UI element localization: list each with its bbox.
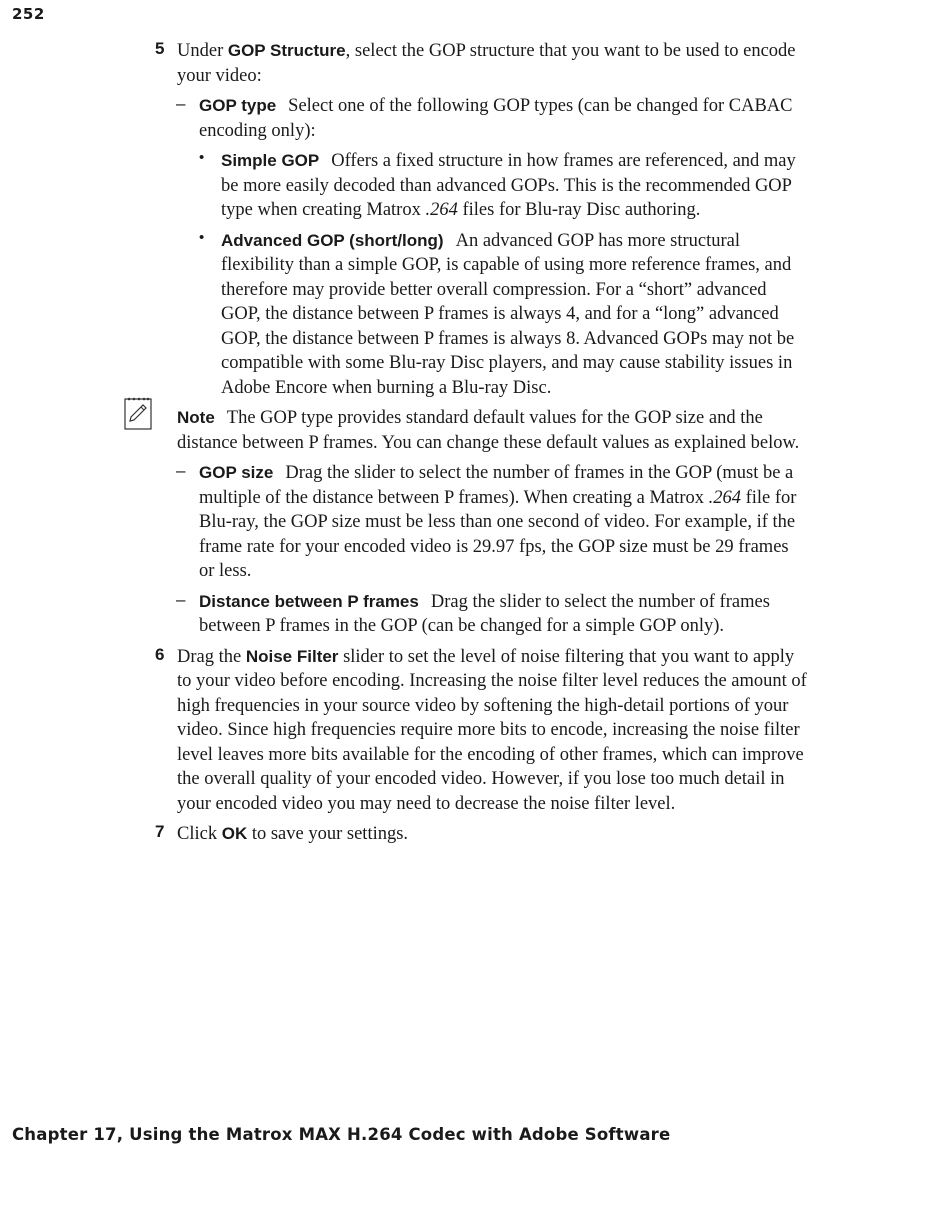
- gop-size-term: GOP size: [199, 463, 274, 482]
- gop-size-desc-a: Drag the slider to select the number of frames in the GOP (must be a multiple of the distance between P frames). When creating a Matrox: [199, 463, 794, 508]
- advanced-gop-desc: An advanced GOP has more structural flexibility than a simple GOP, is capable of using more reference frames, and therefore may provide better overall compression. For a “short” advanced GOP, the distance between P frames is always 4, and for a “long” advanced GOP, the distance between P frames is always 8. Advanced GOPs may not be compatible with some Blu-ray Disc players, and may cause stability issues in Adobe Encore when burning a Blu-ray Disc.: [221, 230, 795, 398]
- note-text: [177, 406, 802, 455]
- advanced-gop-text: [221, 229, 801, 401]
- advanced-gop-term: Advanced GOP (short/long): [221, 230, 444, 250]
- step-5-pre: Under: [177, 41, 228, 61]
- step-7-pre: Click: [177, 824, 222, 844]
- step-5: [0, 39, 807, 88]
- advanced-gop-item: [0, 229, 801, 401]
- gop-size-text: [199, 461, 805, 584]
- gop-type-text: [199, 94, 805, 143]
- note-block: [0, 406, 802, 455]
- step-7: [0, 822, 807, 847]
- p-distance-item: [0, 590, 805, 639]
- dash-marker: –: [176, 589, 186, 609]
- step-7-text: [177, 822, 807, 847]
- simple-gop-term: Simple GOP: [221, 151, 320, 170]
- simple-gop-desc-a: Offers a fixed structure in how frames are referenced, and may be more easily decoded than advanced GOPs. This is the recommended GOP type when creating Matrox: [221, 151, 796, 220]
- simple-gop-desc-b: files for Blu-ray Disc authoring.: [457, 200, 701, 220]
- step-number: 6: [155, 644, 165, 664]
- page-content: [0, 39, 950, 847]
- simple-gop-item: [0, 149, 801, 223]
- chapter-footer: Chapter 17, Using the Matrox MAX H.264 Codec with Adobe Software: [12, 1125, 671, 1144]
- note-label: Note: [177, 408, 215, 427]
- notepad-pencil-icon: [124, 396, 152, 430]
- step-number: 5: [155, 39, 165, 58]
- step-5-post: , select the GOP structure that you want to be used to encode your video:: [177, 41, 796, 86]
- step-7-post: to save your settings.: [247, 824, 409, 844]
- step-7-bold: OK: [221, 824, 248, 843]
- step-6-bold: Noise Filter: [245, 646, 339, 666]
- step-number: 7: [155, 822, 165, 841]
- step-6-text: [177, 645, 807, 817]
- step-5-text: [177, 39, 807, 88]
- gop-size-desc-b: file for Blu-ray, the GOP size must be less than one second of video. For example, if the frame rate for your encoded video is 29.97 fps, the GOP size must be 29 frames or less.: [199, 487, 797, 581]
- dash-marker: –: [176, 94, 186, 113]
- step-6: [0, 645, 807, 817]
- gop-type-item: [0, 94, 805, 143]
- simple-gop-text: [221, 149, 801, 223]
- p-distance-term: Distance between P frames: [199, 591, 419, 611]
- note-desc: The GOP type provides standard default values for the GOP size and the distance between P frames. You can change these default values as explained below.: [177, 408, 800, 453]
- p-distance-text: [199, 590, 805, 639]
- step-6-post: slider to set the level of noise filtering that you want to apply to your video before encoding. Increasing the noise filter level reduces the amount of high frequencies in your source video by softening the high-detail portions of your video. Since high frequencies require more bits to encode, increasing the noise filter level leaves more bits available for the encoding of other frames, which can improve the overall quality of your encoded video. However, if you lose too much detail in your encoded video you may need to decrease the noise filter level.: [177, 646, 807, 814]
- step-5-bold: GOP Structure: [227, 41, 346, 60]
- page-number: 252: [12, 5, 45, 23]
- gop-type-desc: Select one of the following GOP types (can be changed for CABAC encoding only):: [199, 96, 793, 141]
- file-extension: .264: [708, 487, 741, 508]
- p-distance-desc: Drag the slider to select the number of frames between P frames in the GOP (can be changed for a simple GOP only).: [199, 591, 770, 636]
- gop-type-term: GOP type: [199, 96, 277, 115]
- bullet-marker: •: [199, 149, 205, 166]
- step-6-pre: Drag the: [177, 646, 246, 667]
- bullet-marker: •: [199, 228, 205, 246]
- dash-marker: –: [176, 461, 186, 480]
- gop-size-item: [0, 461, 805, 584]
- file-extension: .264: [425, 200, 458, 220]
